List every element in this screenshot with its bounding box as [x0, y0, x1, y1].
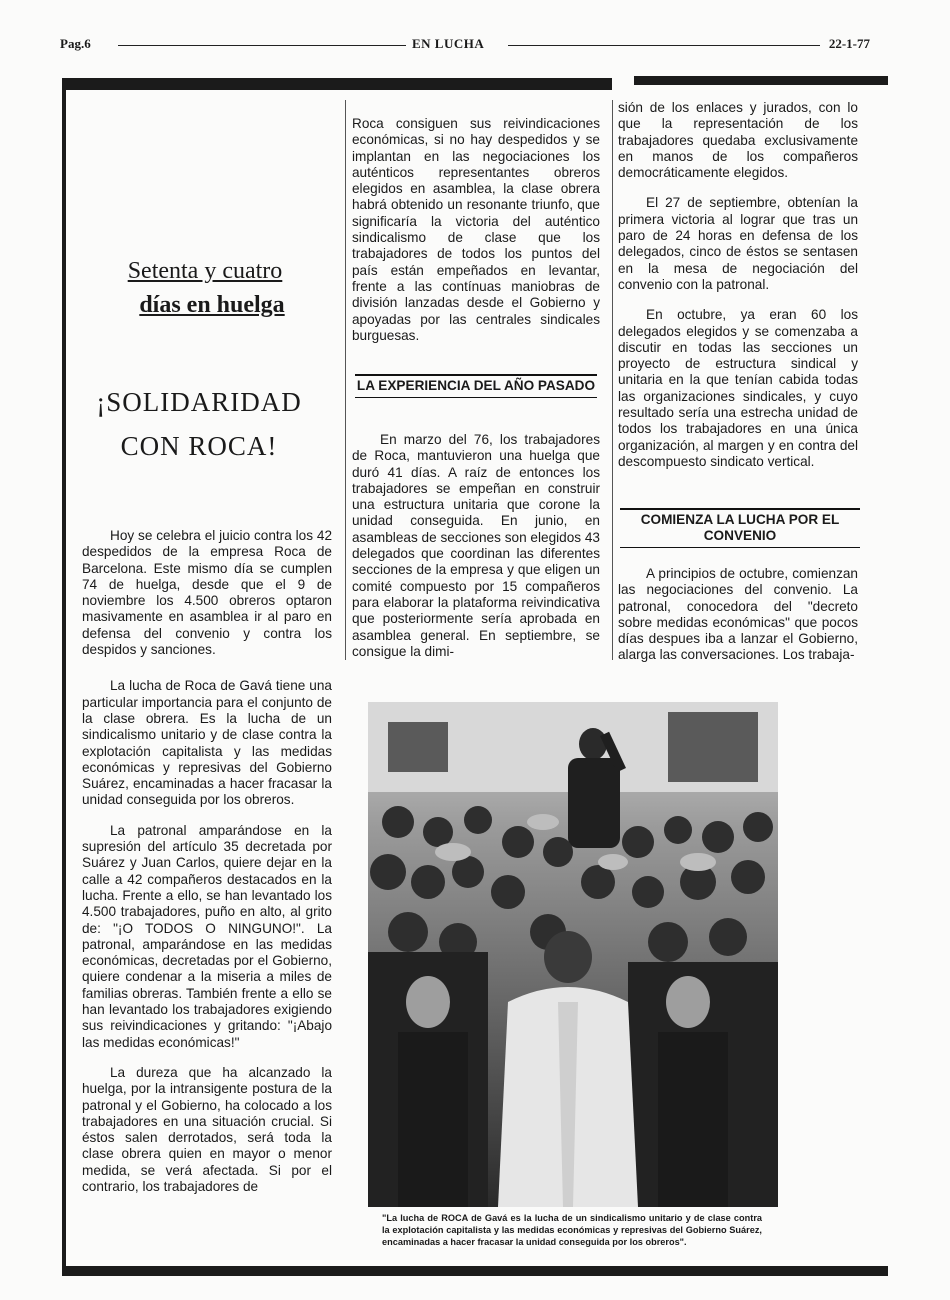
- slogan-line-2: CON ROCA!: [120, 431, 278, 461]
- page-header: [60, 36, 870, 56]
- top-bar-left: [62, 78, 612, 90]
- page-number: Pag.6: [60, 36, 91, 51]
- crowd-photo: [368, 702, 778, 1207]
- col3-paragraph: En octubre, ya eran 60 los delegados elegidos y se comenzaba a discutir en todas las secciones un proyecto de estructura sindical y unitaria en la que tenían cabida todas las organizaciones sindicales, y cuyo resultado sería una estrecha unidad de todos los trabajadores en una única organización, al margen y en contra del descompuesto sindicato vertical.: [618, 307, 858, 469]
- left-frame-bar: [62, 78, 66, 1276]
- slogan: [54, 380, 344, 468]
- column-1: [82, 528, 332, 1209]
- column-rule-1: [345, 100, 346, 660]
- slogan-line-1: ¡SOLIDARIDAD: [96, 387, 302, 417]
- column-2-body: [352, 432, 600, 674]
- col1-paragraph: La dureza que ha alcanzado la huelga, por la intransigente postura de la patronal y el Gobierno, ha colocado a los trabajadores en una situación crucial. Si éstos salen derrotados, será toda la clase obrera quien en mayor o menor medida, se verá afectada. Si por el contrario, los trabajadores de: [82, 1064, 332, 1194]
- header-rule-left: [118, 45, 406, 46]
- top-bar-right: [634, 76, 888, 85]
- column-rule-2: [612, 100, 613, 660]
- photo-caption: "La lucha de ROCA de Gavá es la lucha de un sindicalismo unitario y de clase contra la explotación capitalista y las medidas económicas y represivas del Gobierno Suárez, encaminadas a hacer fracasar la unidad conseguida por los obreros".: [382, 1213, 762, 1247]
- col3-intro: sión de los enlaces y jurados, con lo que la representación de los trabajadores quedaba exclusivamente en manos de los compañeros democráticamente elegidos.: [618, 100, 858, 181]
- subhead-experiencia: LA EXPERIENCIA DEL AÑO PASADO: [355, 374, 597, 398]
- col3-paragraph: A principios de octubre, comienzan las negociaciones del convenio. La patronal, conocedora del "decreto sobre medidas económicas" que pocos días despues iba a lanzar el Gobierno, alarga las conversaciones. Los trabaja-: [618, 566, 858, 663]
- headline-line-1: Setenta y cuatro: [127, 258, 283, 284]
- col2-intro: Roca consiguen sus reivindicaciones económicas, si no hay despedidos y se implantan en las negociaciones los auténticos representantes obreros elegidos en asamblea, la clase obrera habrá obtenido un resonante triunfo, que significaría la victoria del auténtico sindicalismo de clase que los trabajadores de todos los puntos del país están empeñados en levantar, frente a las contínuas maniobras de división lanzadas desde el Gobierno y apoyadas por las centrales sindicales burguesas.: [352, 116, 600, 343]
- col1-paragraph: La patronal amparándose en la supresión del artículo 35 decretada por Suárez y Juan Carlos, quiere dejar en la calle a 42 compañeros destacados en la lucha. Frente a ello, se han levantado los 4.500 trabajadores, puño en alto, al grito de: "¡O TODOS O NINGUNO!". La patronal, amparándose en las medidas económicas, decretadas por el Gobierno, quiere condenar a la miseria a miles de familias obreras. También frente a ello se han levantado los trabajadores exigiendo sus reivindicaciones y gritando: "¡Abajo las medidas económicas!": [82, 822, 332, 1050]
- header-rule-right: [508, 45, 820, 46]
- column-3-body: [618, 566, 858, 678]
- issue-date: 22-1-77: [828, 36, 870, 51]
- subhead-convenio: COMIENZA LA LUCHA POR EL CONVENIO: [620, 508, 860, 548]
- crowd-photo-illustration: [368, 702, 778, 1207]
- headline-line-2: días en huelga: [139, 292, 285, 318]
- publication-name: EN LUCHA: [412, 36, 485, 51]
- column-2: [352, 116, 600, 358]
- col2-paragraph: En marzo del 76, los trabajadores de Roca, mantuvieron una huelga que duró 41 días. A raíz de entonces los trabajadores se empeñan en construir una estructura unitaria que corone la unidad conseguida. En junio, en asambleas de secciones son elegidos 43 delegados que coordinan las diferentes secciones de la empresa y que eligen un comité compuesto por 15 compañeros para elaborar la plataforma reivindicativa que posteriormente sería aprobada en asamblea general. En septiembre, se consigue la dimi-: [352, 432, 600, 659]
- col1-paragraph: Hoy se celebra el juicio contra los 42 despedidos de la empresa Roca de Barcelona. Este mismo día se cumplen 74 de huelga, desde que el 9 de noviembre los 4.500 obreros optaron masivamente en asamblea ir al paro en defensa del convenio y contra los despidos y sanciones.: [82, 528, 332, 658]
- bottom-bar: [62, 1266, 888, 1276]
- col1-paragraph: La lucha de Roca de Gavá tiene una particular importancia para el conjunto de la clase obrera. Es la lucha de un sindicalismo unitario y de clase contra la explotación capitalista y las medidas económicas y represivas del Gobierno Suárez, encaminadas a hacer fracasar la unidad conseguida por los obreros.: [82, 678, 332, 808]
- col3-paragraph: El 27 de septiembre, obtenían la primera victoria al lograr que tras un paro de 24 horas en defensa de los delegados, cinco de éstos se sentasen en la mesa de negociación del convenio con la patronal.: [618, 195, 858, 292]
- column-3: [618, 100, 858, 484]
- headline: [90, 254, 320, 322]
